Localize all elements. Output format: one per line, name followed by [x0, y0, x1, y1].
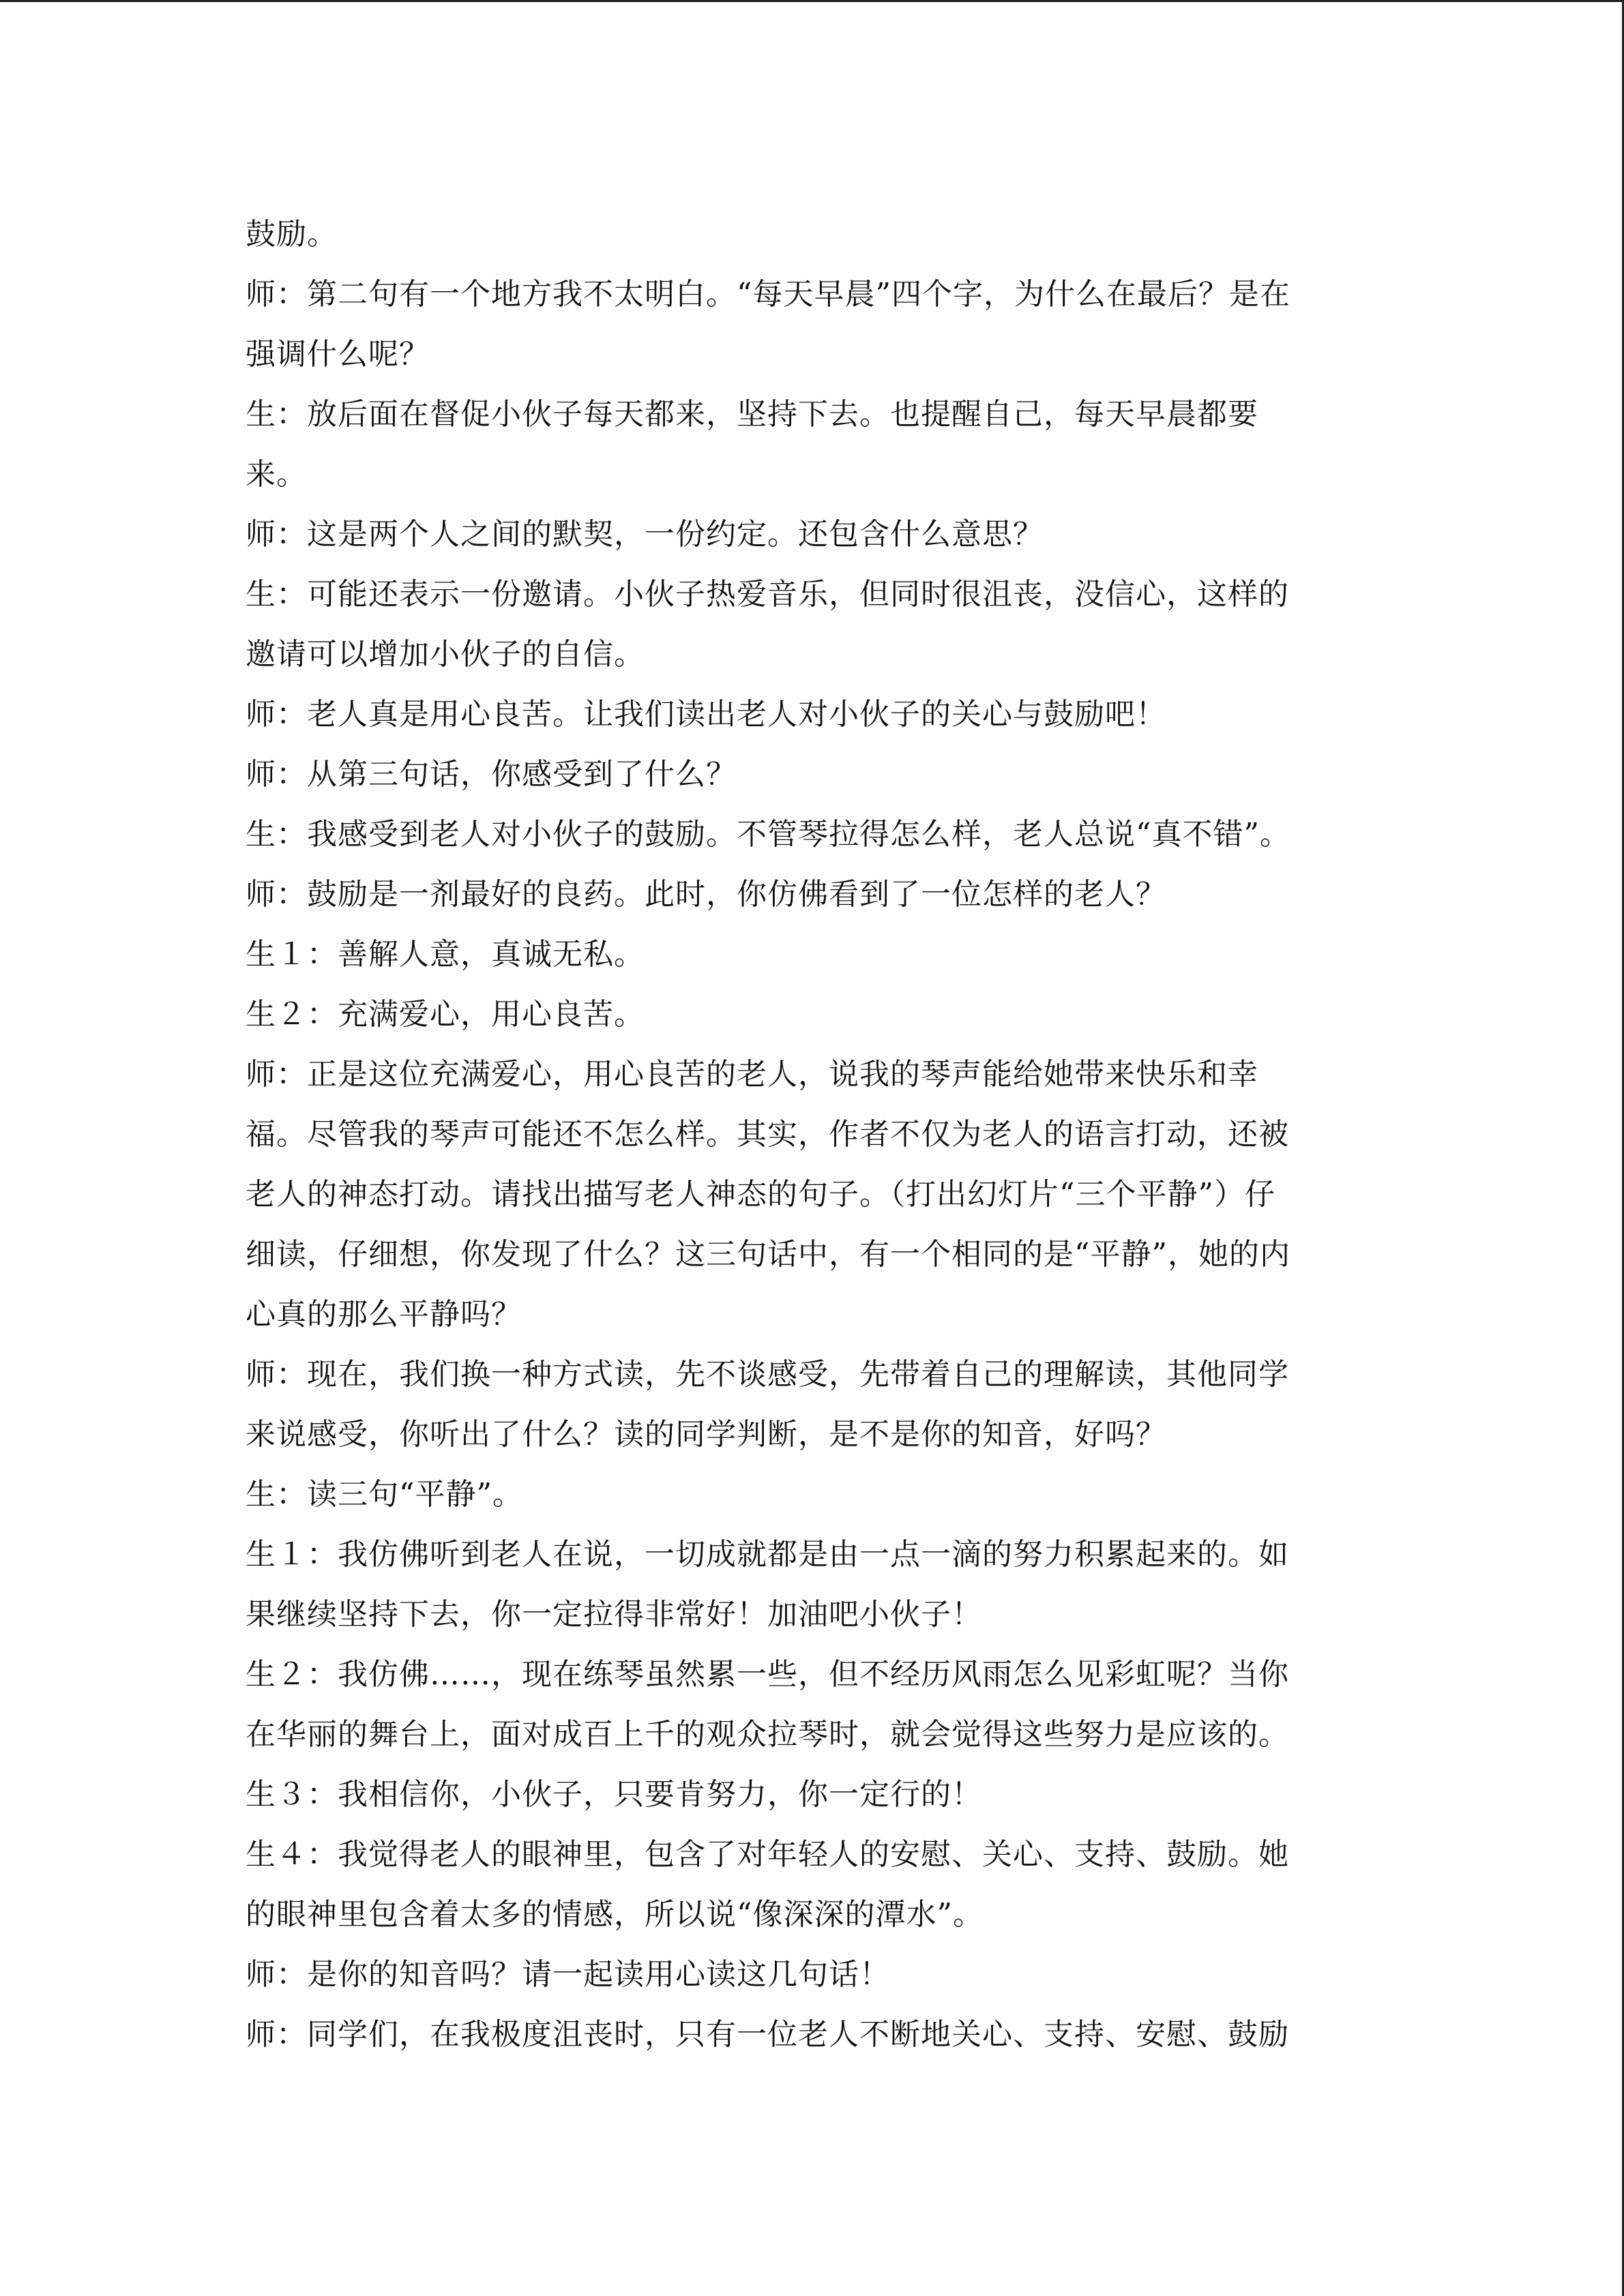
text-line: 生：我感受到老人对小伙子的鼓励。不管琴拉得怎么样，老人总说“真不错”。: [246, 817, 1290, 852]
text-line: 师：鼓励是一剂最好的良药。此时，你仿佛看到了一位怎样的老人？: [246, 877, 1166, 912]
text-line: 来说感受，你听出了什么？读的同学判断，是不是你的知音，好吗？: [246, 1417, 1166, 1452]
text-line: 心真的那么平静吗？: [246, 1297, 522, 1332]
text-line: 生２：充满爱心，用心良苦。: [246, 997, 645, 1032]
text-line: 在华丽的舞台上，面对成百上千的观众拉琴时，就会觉得这些努力是应该的。: [246, 1717, 1289, 1752]
text-line: 师：是你的知音吗？请一起读用心读这几句话！: [246, 1957, 890, 1992]
text-line: 的眼神里包含着太多的情感，所以说“像深深的潭水”。: [246, 1897, 984, 1932]
text-line: 师：老人真是用心良苦。让我们读出老人对小伙子的关心与鼓励吧！: [246, 697, 1166, 732]
text-line: 邀请可以增加小伙子的自信。: [246, 637, 645, 672]
text-line: 师：同学们，在我极度沮丧时，只有一位老人不断地关心、支持、安慰、鼓励: [246, 2017, 1289, 2052]
text-line: 生３：我相信你，小伙子，只要肯努力，你一定行的！: [246, 1777, 982, 1812]
top-border-line: [0, 0, 1624, 2]
text-line: 强调什么呢？: [246, 337, 430, 372]
text-line: 生：可能还表示一份邀请。小伙子热爱音乐，但同时很沮丧，没信心，这样的: [246, 577, 1289, 612]
text-line: 果继续坚持下去，你一定拉得非常好！加油吧小伙子！: [246, 1597, 982, 1632]
text-line: 生４：我觉得老人的眼神里，包含了对年轻人的安慰、关心、支持、鼓励。她: [246, 1837, 1289, 1872]
text-line: 师：从第三句话，你感受到了什么？: [246, 757, 737, 792]
text-line: 福。尽管我的琴声可能还不怎么样。其实，作者不仅为老人的语言打动，还被: [246, 1117, 1289, 1152]
text-line: 生２：我仿佛……，现在练琴虽然累一些，但不经历风雨怎么见彩虹呢？当你: [246, 1657, 1289, 1692]
text-line: 师：第二句有一个地方我不太明白。“每天早晨”四个字，为什么在最后？是在: [246, 277, 1290, 312]
text-line: 师：这是两个人之间的默契，一份约定。还包含什么意思？: [246, 517, 1044, 552]
text-line: 生：放后面在督促小伙子每天都来，坚持下去。也提醒自己，每天早晨都要: [246, 397, 1258, 432]
text-line: 细读，仔细想，你发现了什么？这三句话中，有一个相同的是“平静”，她的内: [246, 1237, 1290, 1272]
document-body: [246, 205, 1378, 2065]
text-line: 老人的神态打动。请找出描写老人神态的句子。（打出幻灯片“三个平静”）仔: [246, 1177, 1275, 1212]
text-line: 师：现在，我们换一种方式读，先不谈感受，先带着自己的理解读，其他同学: [246, 1357, 1289, 1392]
text-line: 师：正是这位充满爱心，用心良苦的老人，说我的琴声能给她带来快乐和幸: [246, 1057, 1258, 1092]
text-line: 生：读三句“平静”。: [246, 1477, 523, 1512]
text-line: 生１：善解人意，真诚无私。: [246, 937, 645, 972]
text-line: 来。: [246, 457, 307, 492]
text-line: 生１：我仿佛听到老人在说，一切成就都是由一点一滴的努力积累起来的。如: [246, 1537, 1289, 1572]
text-line: 鼓励。: [246, 217, 338, 252]
